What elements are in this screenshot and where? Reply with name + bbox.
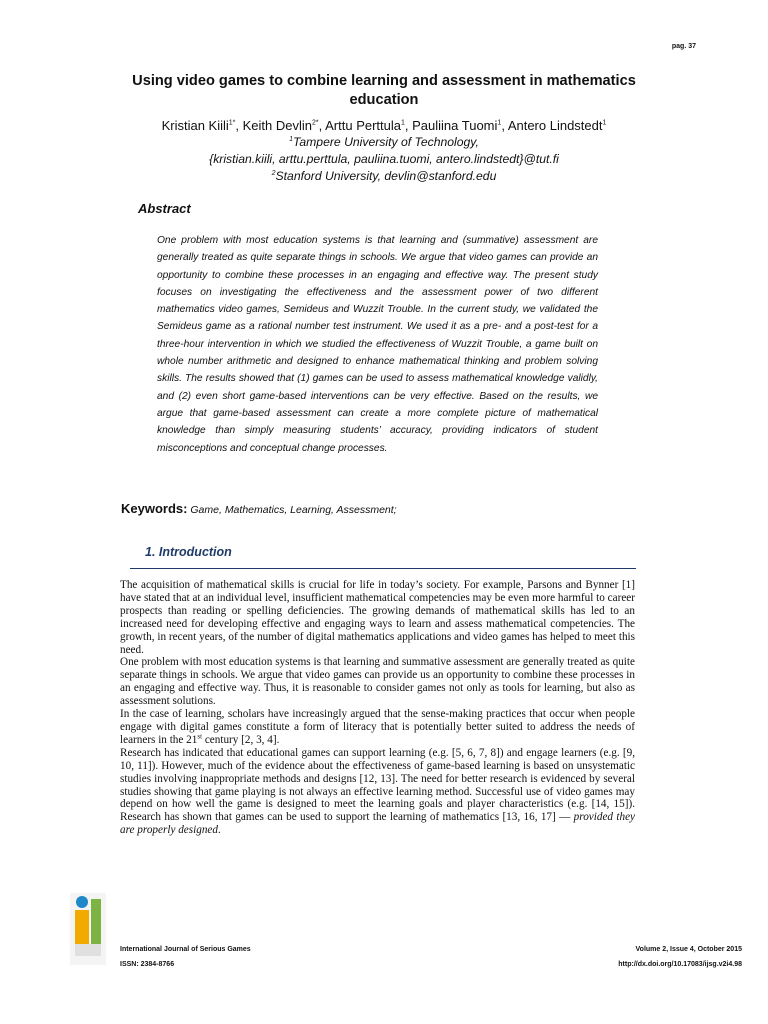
- keywords-list: Game, Mathematics, Learning, Assessment;: [187, 504, 397, 516]
- author-name: , Pauliina Tuomi: [404, 118, 498, 133]
- footer-left: [120, 942, 251, 972]
- paragraph: One problem with most education systems is that learning and summative assessment are generally treated as quite separate things in schools. We argue that video games can provide us an opportunity to combine these processes in an engaging and effective way. Thus, it is reasonable to consider games not only as tools for learning, but also as assessment solutions.: [120, 656, 635, 708]
- author-name: , Antero Lindstedt: [501, 118, 603, 133]
- abstract-body: One problem with most education systems is that learning and (summative) assessment are generally treated as quite separate things in schools. We argue that video games can provide an opportunity to combine these processes in an engaging and effective way. The present study focuses on investigating the effectiveness and the assessment power of two different mathematics video games, Semideus and Wuzzit Trouble. In the current study, we validated the Semideus game as a rational number test instrument. We used it as a pre- and a post-test for a three-hour intervention in which we studied the effectiveness of Wuzzit Trouble, a game built on whole number arithmetic and designed to enhance mathematical thinking and problem solving skills. The results showed that (1) games can be used to assess mathematical knowledge validly, and (2) even short game-based interventions can be very effective. Based on the results, we argue that game-based assessment can create a more complete picture of mathematical knowledge than simply measuring students’ accuracy, providing indicators of student misconceptions and conceptual change processes.: [157, 235, 598, 454]
- author-affiliation-mark: 1*: [228, 119, 236, 127]
- affiliation-1-text: Tampere University of Technology,: [293, 135, 479, 149]
- section-heading-introduction: 1. Introduction: [145, 545, 232, 559]
- introduction-body: [120, 579, 635, 837]
- affiliation-2: [100, 168, 668, 185]
- logo-bar-green: [91, 899, 101, 944]
- affiliation-1-emails: {kristian.kiili, arttu.perttula, pauliina.tuomi, antero.lindstedt}@tut.fi: [209, 152, 559, 166]
- logo-base: [75, 944, 101, 956]
- paragraph-text: In the case of learning, scholars have increasingly argued that the sense-making practices that occur when people engage with digital games constitute a form of literacy that is potentially better suited to address the needs of learners in the 21: [120, 708, 635, 746]
- author-name: , Keith Devlin: [235, 118, 312, 133]
- ordinal-suffix: st: [197, 732, 203, 741]
- author-affiliation-mark: 1: [497, 119, 502, 127]
- paragraph-text: Research has indicated that educational games can support learning (e.g. [5, 6, 7, 8]) and engage learners (e.g. [9, 10, 11]). However, much of the evidence about the effectiveness of game-based learning is based on unsystematic studies involving inappropriate methods and designs [12, 13]. The need for better research is evidenced by several studies showing that game playing is not always an effective learning method. Successful use of video games may depend on how well the game is designed to meet the learning goals and player characteristics (e.g. [14, 15]). Research has shown that games can be used to support the learning of mathematics [13, 16, 17] —: [120, 746, 635, 824]
- affiliation-mark: 2: [271, 169, 276, 177]
- paragraph-text: century [2, 3, 4].: [202, 733, 280, 746]
- author-names: [100, 117, 668, 134]
- page-number: pag. 37: [671, 43, 696, 50]
- logo-bar-orange: [75, 910, 89, 944]
- section-divider: [130, 568, 636, 569]
- paper-title: Using video games to combine learning and assessment in mathematics education: [132, 73, 636, 108]
- paragraph: [120, 747, 635, 837]
- footer-doi-link[interactable]: http://dx.doi.org/10.17083/ijsg.v2i4.98: [618, 961, 742, 968]
- author-affiliation-mark: 1: [401, 119, 405, 127]
- affiliation-2-text: Stanford University, devlin@stanford.edu: [275, 169, 497, 183]
- footer-right: [618, 942, 742, 972]
- paragraph: [120, 708, 635, 747]
- author-block: [100, 117, 668, 185]
- logo-dot: [76, 896, 88, 908]
- affiliation-1: [100, 134, 668, 151]
- author-affiliation-mark: 1: [602, 119, 607, 127]
- footer-volume: Volume 2, Issue 4, October 2015: [635, 946, 742, 953]
- abstract-heading: Abstract: [138, 201, 191, 216]
- author-name: Kristian Kiili: [161, 118, 229, 133]
- emphasis-text: provided they are properly designed: [120, 811, 635, 837]
- author-name: , Arttu Perttula: [318, 118, 401, 133]
- footer-journal-name: International Journal of Serious Games: [120, 946, 251, 953]
- affiliation-mark: 1: [289, 135, 294, 143]
- paragraph: The acquisition of mathematical skills is crucial for life in today’s society. For example, Parsons and Bynner [1] have stated that at an individual level, insufficient mathematical competencies may be even more harmful to career prospects than reading or spelling deficiencies. The growing demands of mathematical skills has led to an increased need for developing effective and engaging ways to learn and assess mathematical competencies. The growth, in recent years, of the number of digital mathematics applications and video games has helped to meet this need.: [120, 579, 635, 656]
- journal-logo: [70, 893, 106, 965]
- footer-issn: ISSN: 2384-8766: [120, 961, 175, 968]
- author-affiliation-mark: 2*: [312, 119, 319, 127]
- keywords-line: [121, 501, 397, 516]
- keywords-label: Keywords:: [121, 501, 188, 516]
- paragraph-text: .: [217, 824, 221, 837]
